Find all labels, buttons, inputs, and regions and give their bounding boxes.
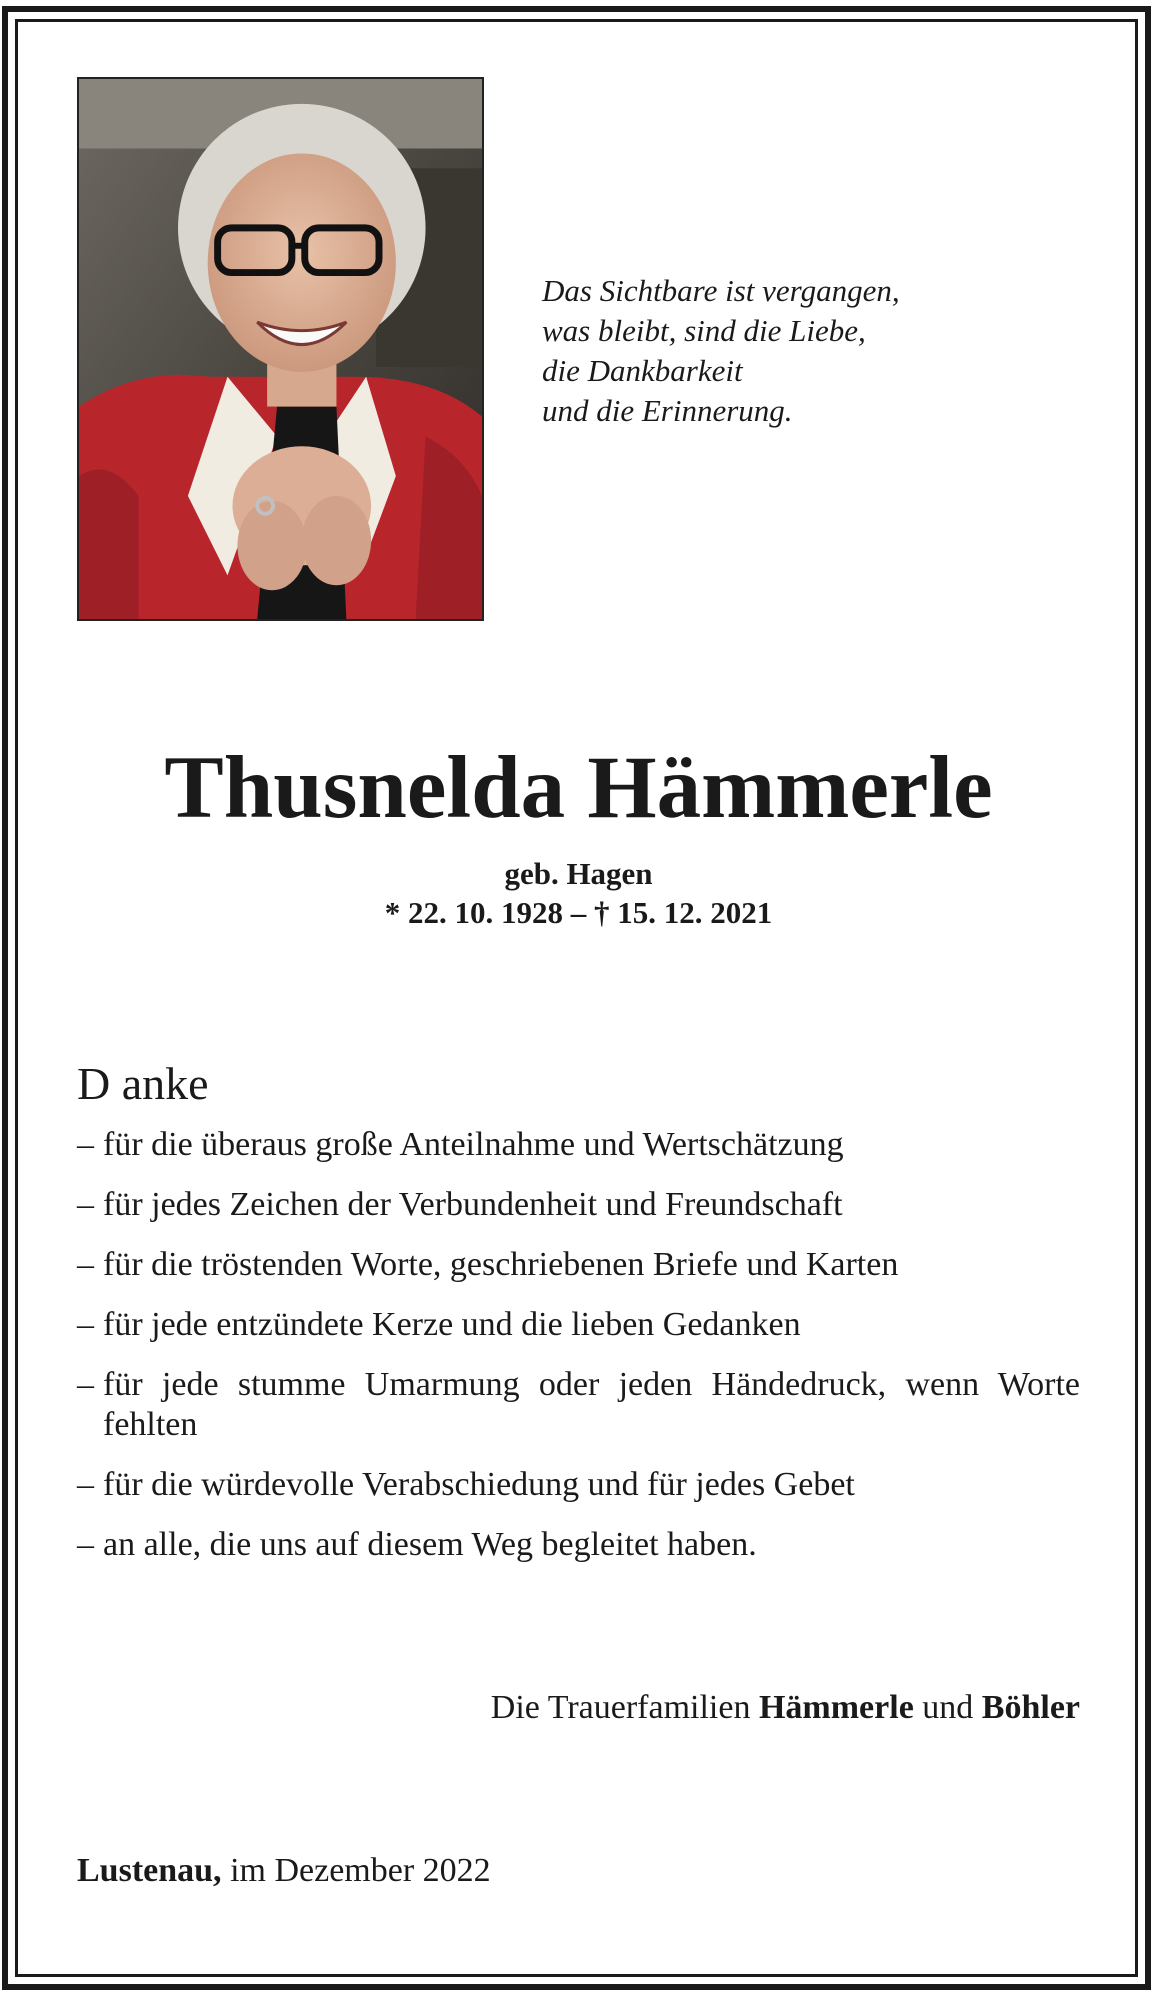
signature-family-1: Hämmerle xyxy=(758,1689,914,1726)
signature-family-2: Böhler xyxy=(981,1689,1080,1726)
deceased-name: Thusnelda Hämmerle xyxy=(164,739,993,837)
quote-line: was bleibt, sind die Liebe, xyxy=(542,313,866,348)
quote-line: die Dankbarkeit xyxy=(542,353,743,388)
thanks-item-text: für jede stumme Umarmung oder jeden Händedruck, wenn Worte fehlten xyxy=(103,1366,1080,1443)
portrait-photo xyxy=(77,77,484,621)
thanks-item xyxy=(77,1525,1080,1565)
thanks-item-text: für jedes Zeichen der Verbundenheit und Freundschaft xyxy=(103,1186,843,1223)
thanks-item xyxy=(77,1365,1080,1445)
thanks-item xyxy=(77,1245,1080,1285)
memorial-quote xyxy=(542,271,900,431)
bullet-dash: – xyxy=(77,1246,94,1283)
place-date-text: im Dezember 2022 xyxy=(230,1852,491,1889)
thanks-item-text: an alle, die uns auf diesem Weg begleitet haben. xyxy=(103,1526,757,1563)
bullet-dash: – xyxy=(77,1366,94,1403)
thanks-item-text: für die würdevolle Verabschiedung und für jedes Gebet xyxy=(103,1466,855,1503)
maiden-name: geb. Hagen xyxy=(504,856,653,891)
thanks-item xyxy=(77,1185,1080,1225)
thanks-heading: D anke xyxy=(77,1058,209,1109)
place-date xyxy=(77,1851,491,1891)
place-city: Lustenau, xyxy=(77,1852,222,1889)
portrait-illustration xyxy=(79,79,482,619)
quote-line: und die Erinnerung. xyxy=(542,393,793,428)
signature-joiner: und xyxy=(922,1689,974,1726)
signature xyxy=(491,1688,1080,1728)
thanks-item xyxy=(77,1465,1080,1505)
signature-prefix: Die Trauerfamilien xyxy=(490,1689,751,1726)
bullet-dash: – xyxy=(77,1306,94,1343)
thanks-item-text: für die überaus große Anteilnahme und Wertschätzung xyxy=(103,1126,844,1163)
bullet-dash: – xyxy=(77,1466,94,1503)
thanks-item-text: für jede entzündete Kerze und die lieben Gedanken xyxy=(103,1306,801,1343)
life-dates: * 22. 10. 1928 – † 15. 12. 2021 xyxy=(384,895,773,930)
thanks-list xyxy=(77,1125,1080,1585)
bullet-dash: – xyxy=(77,1526,94,1563)
bullet-dash: – xyxy=(77,1186,94,1223)
bullet-dash: – xyxy=(77,1126,94,1163)
thanks-item-text: für die tröstenden Worte, geschriebenen Briefe und Karten xyxy=(103,1246,899,1283)
quote-line: Das Sichtbare ist vergangen, xyxy=(542,273,900,308)
thanks-item xyxy=(77,1125,1080,1165)
thanks-item xyxy=(77,1305,1080,1345)
